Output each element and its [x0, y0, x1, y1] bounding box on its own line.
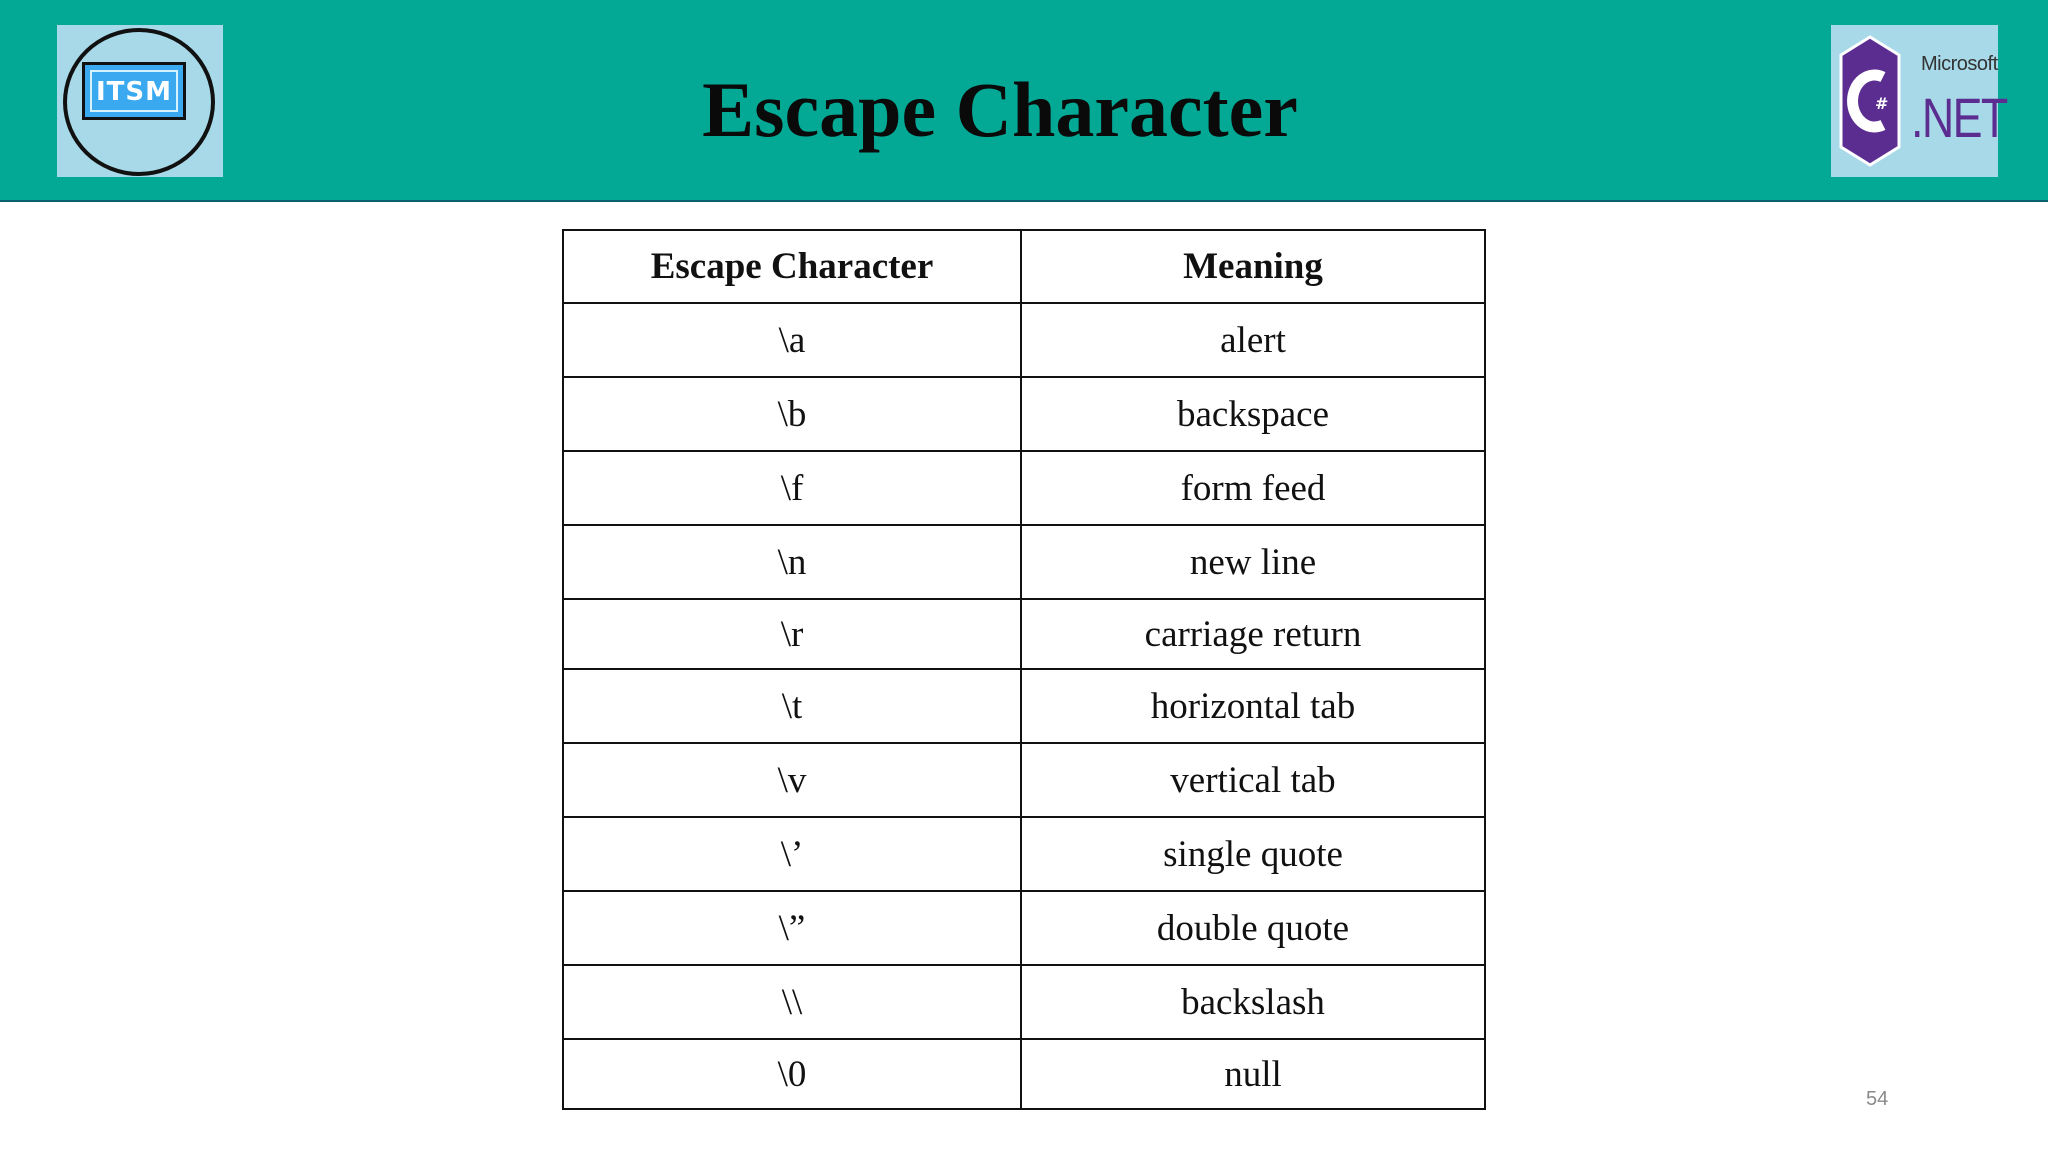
- meaning-cell: form feed: [1021, 451, 1485, 525]
- slide-title: Escape Character: [702, 66, 1298, 153]
- meaning-cell: double quote: [1021, 891, 1485, 965]
- meaning-cell: null: [1021, 1039, 1485, 1109]
- slide-header: [0, 0, 2048, 202]
- escape-code-cell: \n: [563, 525, 1021, 599]
- meaning-cell: alert: [1021, 303, 1485, 377]
- dotnet-logo: [1831, 25, 2007, 177]
- meaning-cell: backslash: [1021, 965, 1485, 1039]
- escape-code-cell: \0: [563, 1039, 1021, 1109]
- table-row: [563, 743, 1485, 817]
- escape-code-cell: \\: [563, 965, 1021, 1039]
- dotnet-text: .NET: [1911, 86, 2007, 149]
- meaning-cell: horizontal tab: [1021, 669, 1485, 743]
- meaning-cell: single quote: [1021, 817, 1485, 891]
- escape-code-cell: \”: [563, 891, 1021, 965]
- escape-character-table: [562, 229, 1486, 1110]
- table-header-row: [563, 230, 1485, 303]
- csharp-badge-text: #: [1875, 94, 1889, 113]
- table-row: [563, 599, 1485, 669]
- microsoft-text: Microsoft: [1921, 53, 1998, 75]
- escape-code-cell: \t: [563, 669, 1021, 743]
- escape-code-cell: \a: [563, 303, 1021, 377]
- table-row: [563, 303, 1485, 377]
- column-header-meaning: Meaning: [1021, 230, 1485, 303]
- meaning-cell: backspace: [1021, 377, 1485, 451]
- table-row: [563, 451, 1485, 525]
- page-number: 54: [1866, 1088, 1889, 1110]
- escape-code-cell: \f: [563, 451, 1021, 525]
- table-row: [563, 525, 1485, 599]
- escape-code-cell: \’: [563, 817, 1021, 891]
- column-header-escape: Escape Character: [563, 230, 1021, 303]
- meaning-cell: vertical tab: [1021, 743, 1485, 817]
- table-row: [563, 891, 1485, 965]
- table-row: [563, 965, 1485, 1039]
- csharp-hexagon-icon: [1837, 33, 1903, 169]
- escape-code-cell: \v: [563, 743, 1021, 817]
- table-row: [563, 377, 1485, 451]
- escape-code-cell: \r: [563, 599, 1021, 669]
- table-row: [563, 817, 1485, 891]
- table-row: [563, 1039, 1485, 1109]
- itsm-logo-text: ITSM: [90, 70, 178, 112]
- meaning-cell: carriage return: [1021, 599, 1485, 669]
- meaning-cell: new line: [1021, 525, 1485, 599]
- table-row: [563, 669, 1485, 743]
- escape-code-cell: \b: [563, 377, 1021, 451]
